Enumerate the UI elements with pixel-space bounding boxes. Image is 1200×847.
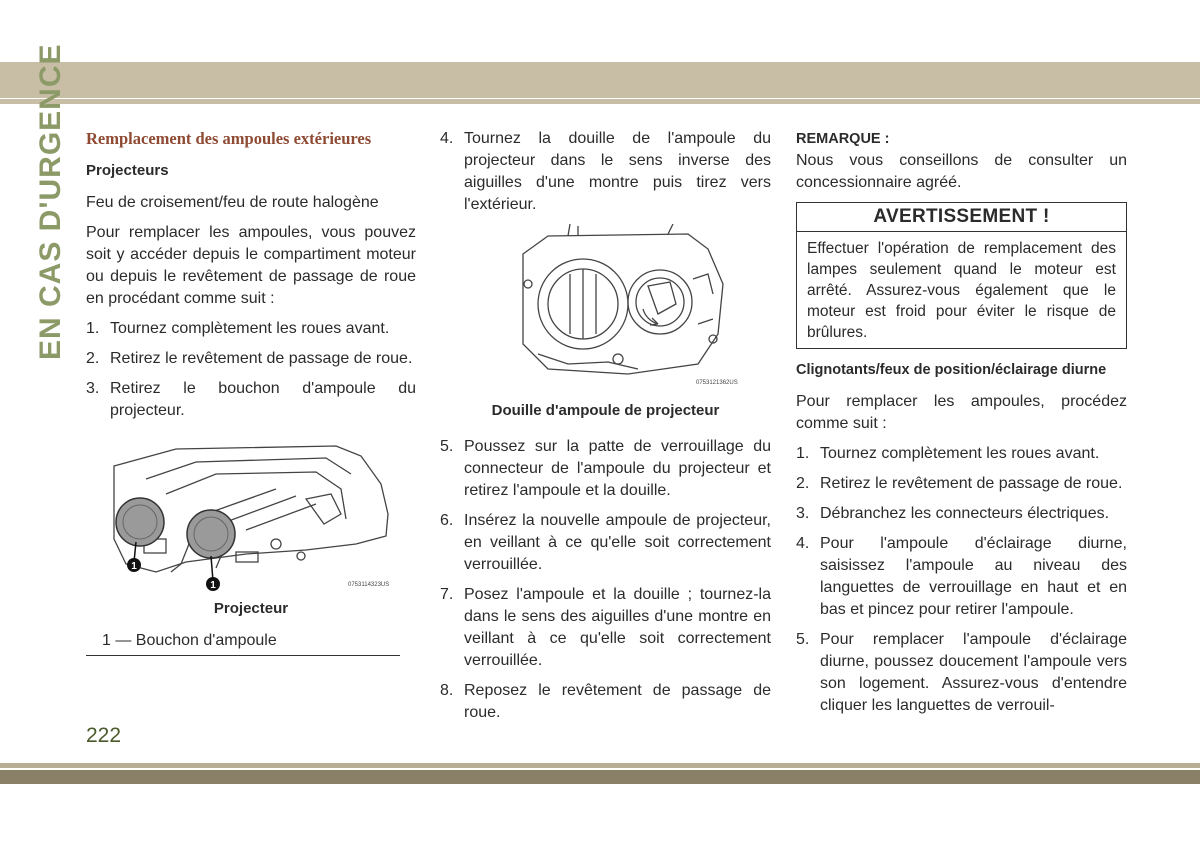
list-item [796, 443, 1127, 465]
step-number: 8. [440, 682, 454, 699]
step-number: 1. [796, 445, 810, 462]
list-item [86, 318, 416, 340]
footer-band [0, 770, 1200, 784]
paragraph-procedure: Pour remplacer les ampoules, vous pouvez soit y accéder depuis le compartiment moteur ou depuis le revêtement de passage de roue en procédant comme suit : [86, 224, 416, 307]
callout-number: 1 [131, 561, 137, 572]
list-item [440, 436, 771, 502]
step-text: Retirez le revêtement de passage de roue. [820, 475, 1123, 492]
step-text: Insérez la nouvelle ampoule de projecteur, en veillant à ce qu'elle soit correctement verrouillée. [464, 512, 771, 573]
step-text: Tournez complètement les roues avant. [110, 320, 390, 337]
list-item [796, 629, 1127, 717]
step-number: 4. [440, 130, 454, 147]
step-number: 5. [440, 438, 454, 455]
step-text: Tournez complètement les roues avant. [820, 445, 1100, 462]
step-number: 6. [440, 512, 454, 529]
step-number: 5. [796, 631, 810, 648]
headlamp-figure [86, 444, 416, 594]
figure-caption: Douille d'ampoule de projecteur [491, 402, 720, 419]
paragraph-halogen: Feu de croisement/feu de route halogène [86, 194, 379, 211]
step-text: Retirez le bouchon d'ampoule du projecteur. [110, 380, 416, 419]
figure-code: 0753114323US [348, 582, 390, 588]
step-number: 4. [796, 535, 810, 552]
column-middle [440, 128, 771, 732]
step-number: 3. [86, 380, 100, 397]
step-number: 7. [440, 586, 454, 603]
section-title: Remplacement des ampoules extérieures [86, 129, 372, 148]
step-number: 2. [86, 350, 100, 367]
bulb-socket-illustration [508, 224, 758, 394]
figure-legend: 1 — Bouchon d'ampoule [86, 630, 400, 656]
step-text: Pour remplacer l'ampoule d'éclairage diurne, poussez doucement l'ampoule vers son logement. Assurez-vous d'entendre cliquer les languettes de verrouil- [820, 631, 1127, 714]
subsection-title-clignotants: Clignotants/feux de position/éclairage diurne [796, 362, 1107, 378]
list-item [440, 584, 771, 672]
warning-title: AVERTISSEMENT ! [797, 203, 1126, 232]
list-item [86, 378, 416, 422]
step-number: 2. [796, 475, 810, 492]
bulb-socket-figure [508, 224, 771, 396]
footer-rule [0, 763, 1200, 768]
column-right [796, 128, 1127, 725]
step-text: Reposez le revêtement de passage de roue. [464, 682, 771, 721]
remark-text: Nous vous conseillons de consulter un concessionnaire agréé. [796, 152, 1127, 191]
paragraph-intro: Pour remplacer les ampoules, procédez comme suit : [796, 393, 1127, 432]
list-item [796, 533, 1127, 621]
header-band [0, 62, 1200, 98]
list-item [440, 128, 771, 216]
step-text: Poussez sur la patte de verrouillage du connecteur de l'ampoule du projecteur et retirez l'ampoule et la douille. [464, 438, 771, 499]
step-number: 1. [86, 320, 100, 337]
warning-box [796, 202, 1127, 349]
page-number: 222 [86, 724, 122, 747]
header-rule [0, 99, 1200, 104]
list-item [796, 503, 1127, 525]
remark-title: REMARQUE : [796, 131, 890, 147]
step-number: 3. [796, 505, 810, 522]
callout-number: 1 [210, 580, 216, 591]
step-text: Retirez le revêtement de passage de roue. [110, 350, 413, 367]
column-left [86, 128, 416, 656]
chapter-side-title: EN CAS D'URGENCE [34, 43, 67, 360]
step-text: Pour l'ampoule d'éclairage diurne, saisissez l'ampoule au niveau des languettes de verrouillage en haut et en bas et pincez pour retirer l'ampoule. [820, 535, 1127, 618]
list-item [796, 473, 1127, 495]
figure-code: 0753121362US [696, 380, 738, 386]
list-item [86, 348, 416, 370]
list-item [440, 510, 771, 576]
headlamp-assembly-illustration [86, 444, 416, 594]
step-text: Débranchez les connecteurs électriques. [820, 505, 1110, 522]
figure-caption: Projecteur [213, 600, 289, 617]
step-text: Posez l'ampoule et la douille ; tournez-la dans le sens des aiguilles d'une montre en veillant à ce qu'elle soit correctement verrouillée. [464, 586, 771, 669]
subsection-title-projecteurs: Projecteurs [86, 162, 169, 179]
warning-text: Effectuer l'opération de remplacement des lampes seulement quand le moteur est arrêté. Assurez-vous également que le moteur est froid pour éviter le risque de brûlures. [807, 240, 1116, 341]
list-item [440, 680, 771, 724]
step-text: Tournez la douille de l'ampoule du projecteur dans le sens inverse des aiguilles d'une montre puis tirez vers l'extérieur. [464, 130, 771, 213]
